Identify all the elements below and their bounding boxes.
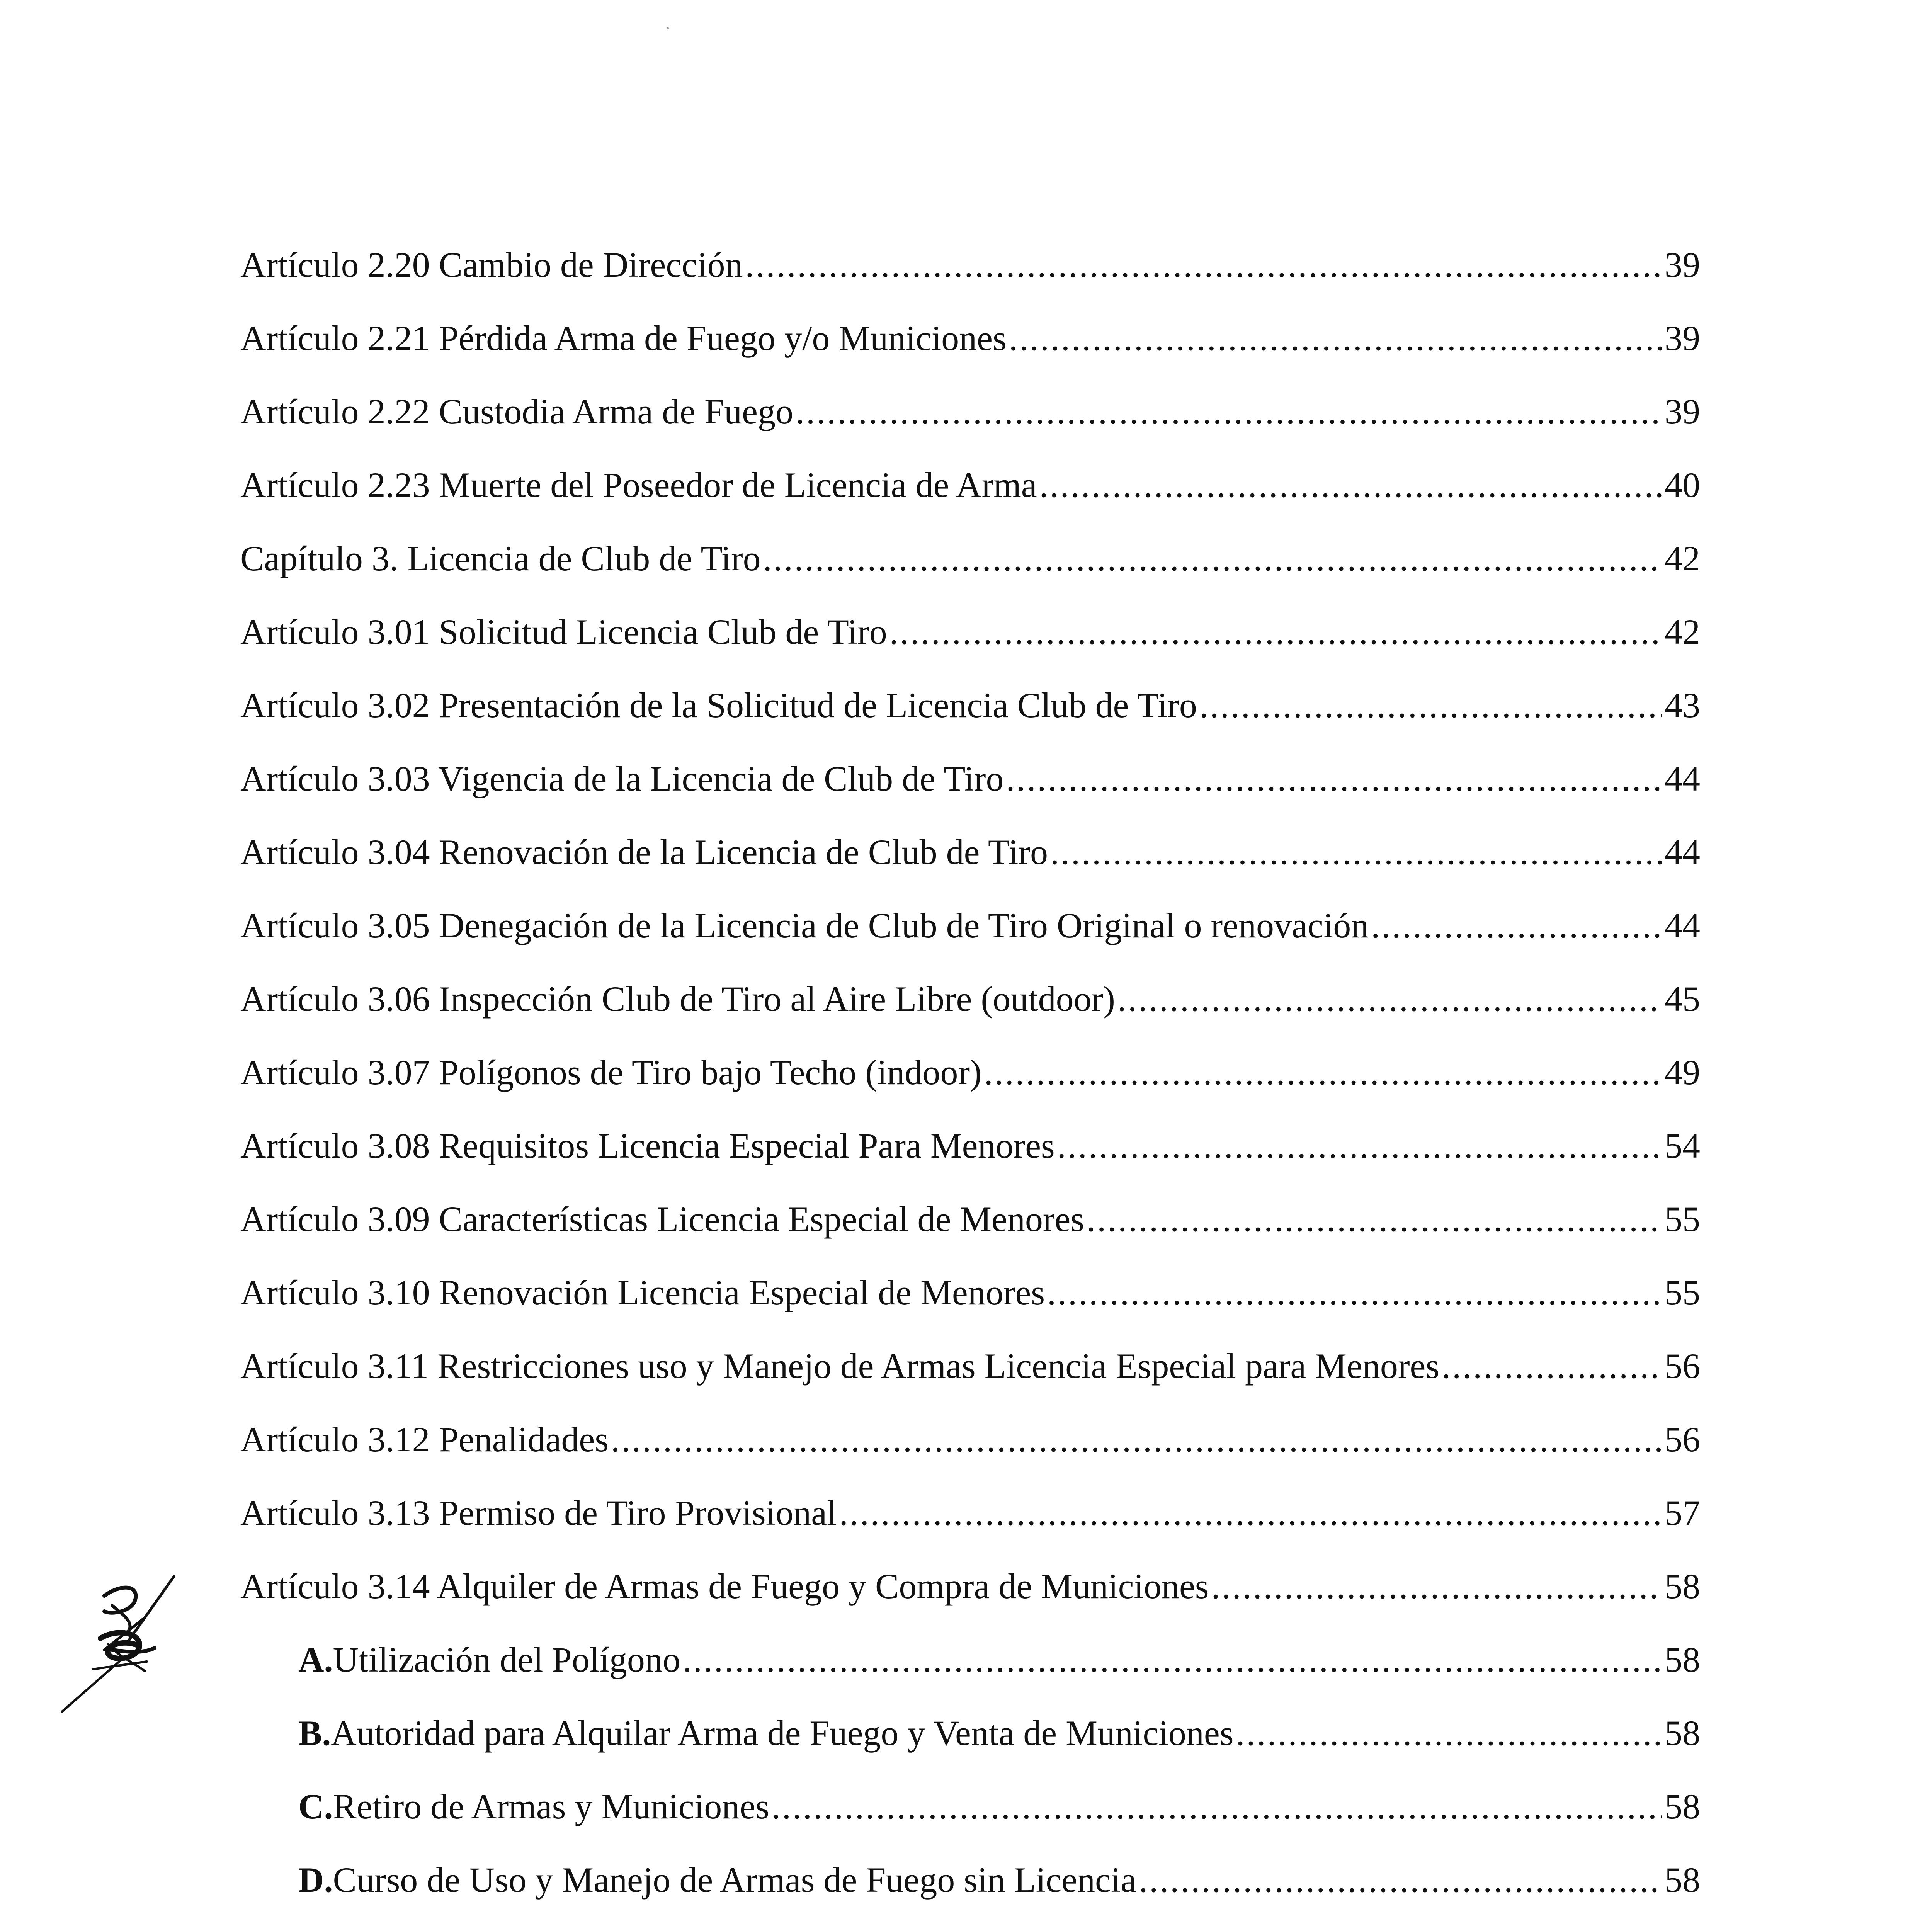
- toc-dot-leader: [839, 1476, 1662, 1549]
- toc-entry-title: Utilización del Polígono: [333, 1640, 680, 1679]
- toc-dot-leader: [683, 1623, 1662, 1696]
- toc-subentry-letter: D.: [298, 1860, 333, 1900]
- toc-dot-leader: [745, 228, 1662, 301]
- toc-entry: [240, 228, 1700, 301]
- toc-subentry: [240, 1917, 1700, 1932]
- toc-entry: [240, 301, 1700, 375]
- toc-entry-title: Artículo 2.23 Muerte del Poseedor de Licencia de Arma: [240, 465, 1037, 505]
- toc-dot-leader: [1050, 815, 1662, 889]
- toc-entry: [240, 815, 1700, 889]
- toc-entry: [240, 1403, 1700, 1476]
- toc-page-number: 43: [1665, 685, 1700, 725]
- toc-dot-leader: [1047, 1256, 1662, 1329]
- toc-entry-title: Artículo 3.03 Vigencia de la Licencia de Club de Tiro: [240, 759, 1004, 798]
- toc-entry-title: Retiro de Armas y Municiones: [333, 1787, 769, 1826]
- toc-entry: [240, 1549, 1700, 1623]
- toc-subentry: [240, 1696, 1700, 1770]
- toc-page-number: 44: [1665, 906, 1700, 945]
- toc-dot-leader: [1169, 1917, 1662, 1932]
- toc-subentry: [240, 1623, 1700, 1696]
- toc-entry: [240, 1036, 1700, 1109]
- toc-entry: [240, 742, 1700, 815]
- toc-subentry: [240, 1843, 1700, 1917]
- toc-page-number: 45: [1665, 979, 1700, 1019]
- toc-entry-title: Artículo 3.09 Características Licencia Especial de Menores: [240, 1199, 1085, 1239]
- toc-entry-title: Artículo 3.05 Denegación de la Licencia de Club de Tiro Original o renovación: [240, 906, 1369, 945]
- toc-subentry-letter: [298, 1917, 331, 1932]
- toc-entry: [240, 1182, 1700, 1256]
- toc-dot-leader: [611, 1403, 1662, 1476]
- toc-entry-title: Curso de Uso y Manejo de Armas de Fuego sin Licencia: [333, 1860, 1137, 1900]
- handwritten-initials-signature: [46, 1569, 185, 1716]
- toc-page-number: 42: [1665, 612, 1700, 651]
- toc-entry-title: Artículo 3.10 Renovación Licencia Especial de Menores: [240, 1273, 1045, 1312]
- toc-subentry-letter: B.: [298, 1713, 331, 1753]
- toc-page-number: 56: [1665, 1420, 1700, 1459]
- toc-entry: [240, 1109, 1700, 1182]
- toc-page-number: 39: [1665, 318, 1700, 358]
- toc-subentry-letter: C.: [298, 1787, 333, 1826]
- toc-page-number: 44: [1665, 759, 1700, 798]
- toc-page-number: 39: [1665, 245, 1700, 284]
- toc-dot-leader: [889, 595, 1662, 668]
- toc-page-number: 54: [1665, 1126, 1700, 1165]
- toc-dot-leader: [772, 1770, 1662, 1843]
- toc-dot-leader: [1039, 448, 1662, 522]
- toc-page-number: 39: [1665, 392, 1700, 431]
- toc-entry-title: Artículo 2.20 Cambio de Dirección: [240, 245, 743, 284]
- toc-entry-title: Artículo 3.13 Permiso de Tiro Provisional: [240, 1493, 837, 1532]
- toc-entry-title: Artículo 2.22 Custodia Arma de Fuego: [240, 392, 793, 431]
- toc-page-number: 58: [1665, 1787, 1700, 1826]
- toc-entry-title: Artículo 3.11 Restricciones uso y Manejo de Armas Licencia Especial para Menores: [240, 1346, 1440, 1386]
- toc-dot-leader: [796, 375, 1662, 448]
- toc-entry: [240, 1476, 1700, 1549]
- toc-page-number: 58: [1665, 1640, 1700, 1679]
- toc-page-number: 44: [1665, 832, 1700, 872]
- toc-dot-leader: [1057, 1109, 1662, 1182]
- toc-entry-title: Artículo 3.14 Alquiler de Armas de Fuego y Compra de Municiones: [240, 1566, 1209, 1606]
- toc-entry-title: Artículo 3.06 Inspección Club de Tiro al Aire Libre (outdoor): [240, 979, 1115, 1019]
- toc-dot-leader: [1442, 1329, 1662, 1403]
- toc-dot-leader: [984, 1036, 1662, 1109]
- toc-entry: [240, 668, 1700, 742]
- toc-dot-leader: [1009, 301, 1662, 375]
- toc-entry: [240, 962, 1700, 1036]
- table-of-contents: [240, 228, 1700, 1932]
- toc-page-number: [1665, 1917, 1700, 1932]
- toc-dot-leader: [1199, 668, 1662, 742]
- toc-dot-leader: [1371, 889, 1662, 962]
- toc-entry-title: Artículo 3.08 Requisitos Licencia Especial Para Menores: [240, 1126, 1055, 1165]
- toc-entry-title: [331, 1917, 1167, 1932]
- toc-page-number: 55: [1665, 1273, 1700, 1312]
- toc-page-number: 57: [1665, 1493, 1700, 1532]
- toc-entry: [240, 889, 1700, 962]
- toc-page-number: 56: [1665, 1346, 1700, 1386]
- toc-entry-title: Artículo 3.02 Presentación de la Solicitud de Licencia Club de Tiro: [240, 685, 1197, 725]
- toc-entry: [240, 1329, 1700, 1403]
- toc-entry-title: Artículo 3.12 Penalidades: [240, 1420, 609, 1459]
- toc-dot-leader: [1117, 962, 1662, 1036]
- toc-entry-title: Artículo 3.01 Solicitud Licencia Club de Tiro: [240, 612, 887, 651]
- toc-subentry-letter: A.: [298, 1640, 333, 1679]
- toc-entry: [240, 375, 1700, 448]
- scan-speck: [667, 27, 669, 29]
- toc-entry: [240, 448, 1700, 522]
- toc-page-number: 58: [1665, 1566, 1700, 1606]
- toc-page-number: 58: [1665, 1713, 1700, 1753]
- toc-entry-title: Artículo 2.21 Pérdida Arma de Fuego y/o Municiones: [240, 318, 1007, 358]
- toc-entry: [240, 595, 1700, 668]
- toc-dot-leader: [1087, 1182, 1662, 1256]
- toc-page-number: 58: [1665, 1860, 1700, 1900]
- toc-dot-leader: [1211, 1549, 1662, 1623]
- toc-page-number: 40: [1665, 465, 1700, 505]
- toc-subentry: [240, 1770, 1700, 1843]
- toc-dot-leader: [1006, 742, 1662, 815]
- toc-entry-title: Capítulo 3. Licencia de Club de Tiro: [240, 539, 761, 578]
- toc-entry-title: Autoridad para Alquilar Arma de Fuego y Venta de Municiones: [331, 1713, 1234, 1753]
- toc-dot-leader: [1236, 1696, 1663, 1770]
- toc-entry: [240, 1256, 1700, 1329]
- toc-dot-leader: [1139, 1843, 1662, 1917]
- toc-page-number: 55: [1665, 1199, 1700, 1239]
- toc-page-number: 49: [1665, 1053, 1700, 1092]
- toc-page-number: 42: [1665, 539, 1700, 578]
- toc-entry-title: Artículo 3.04 Renovación de la Licencia de Club de Tiro: [240, 832, 1048, 872]
- toc-dot-leader: [763, 522, 1662, 595]
- toc-entry-title: Artículo 3.07 Polígonos de Tiro bajo Techo (indoor): [240, 1053, 982, 1092]
- toc-entry: [240, 522, 1700, 595]
